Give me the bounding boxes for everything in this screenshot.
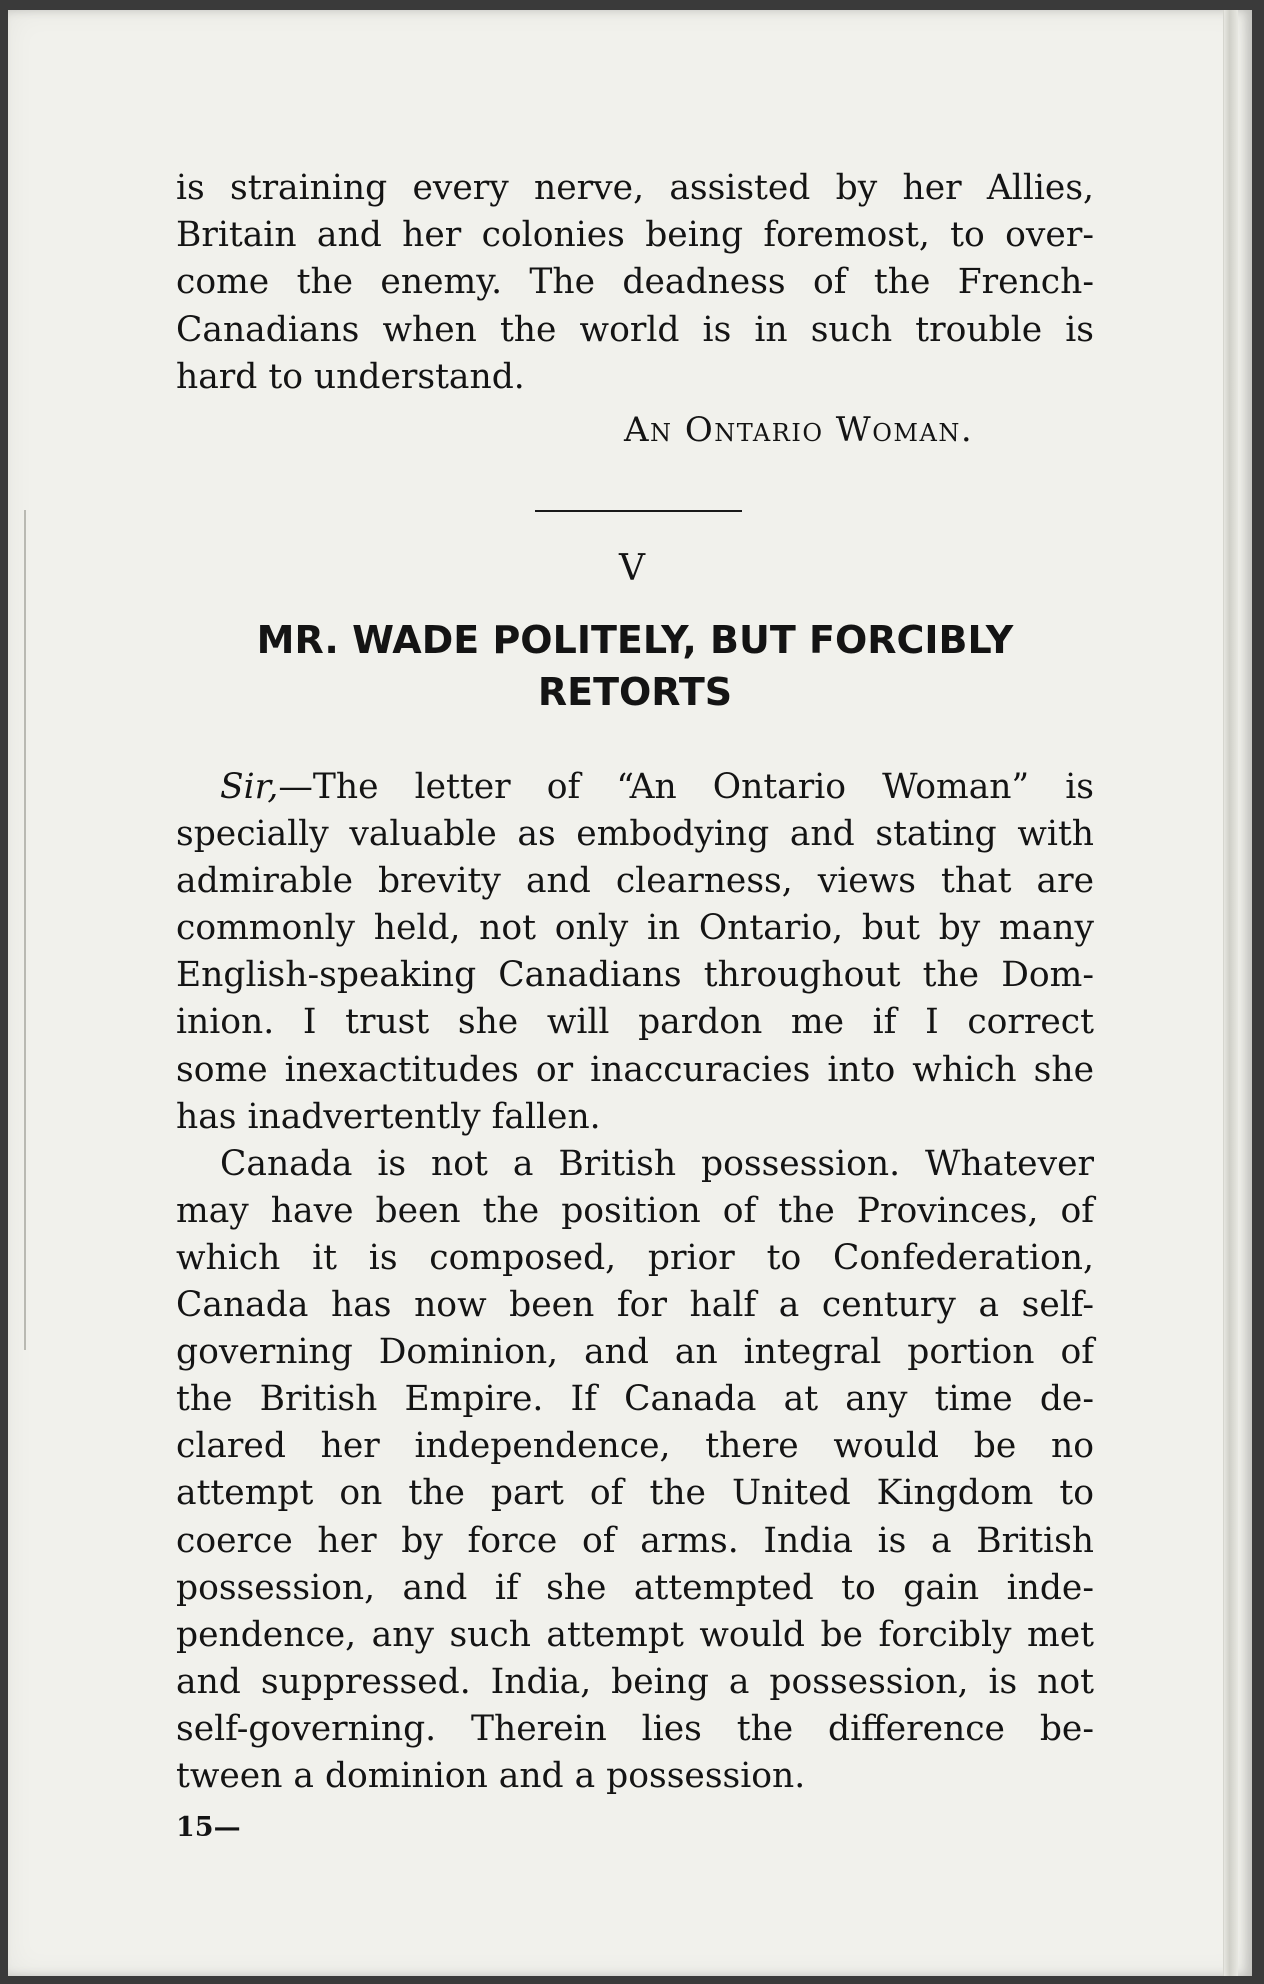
top-paragraph [176, 165, 1094, 401]
section-divider [535, 510, 742, 512]
section-numeral: V [619, 548, 645, 589]
text-line: Canada is not a British possession. Whatever [220, 1143, 1094, 1184]
text-line: which it is composed, prior to Confederation, [176, 1237, 1094, 1278]
letter-body [176, 764, 1094, 1800]
text-line: is straining every nerve, assisted by her Allies, [176, 168, 1094, 208]
text-line: and suppressed. India, being a possession, is not [176, 1661, 1094, 1702]
section-heading [176, 614, 1094, 718]
text-line: tween a dominion and a possession. [176, 1755, 806, 1796]
text-line: Britain and her colonies being foremost, to over- [176, 215, 1094, 256]
text-line: admirable brevity and clearness, views that are [176, 861, 1094, 902]
text-line: self-governing. Therein lies the difference be- [176, 1708, 1094, 1749]
text-line: possession, and if she attempted to gain inde- [176, 1567, 1094, 1608]
page-edge [1223, 10, 1238, 1976]
first-line-text: —The letter of “An Ontario Woman” is [278, 767, 1094, 807]
letter-signature: An Ontario Woman. [624, 410, 974, 450]
text-line: Canadians when the world is in such trouble is [176, 309, 1094, 350]
text-line: has inadvertently fallen. [176, 1096, 601, 1137]
text-line: come the enemy. The deadness of the French- [176, 262, 1094, 303]
heading-line: MR. WADE POLITELY, BUT FORCIBLY [256, 618, 1014, 662]
text-line: attempt on the part of the United Kingdom to [176, 1473, 1094, 1514]
text-line: inion. I trust she will pardon me if I correct [176, 1002, 1094, 1043]
text-line: may have been the position of the Provinces, of [176, 1190, 1094, 1231]
text-line: some inexactitudes or inaccuracies into which she [176, 1049, 1094, 1090]
heading-line: RETORTS [537, 670, 733, 714]
page-number: 15— [176, 1812, 241, 1843]
text-line: governing Dominion, and an integral portion of [176, 1332, 1094, 1373]
text-line: coerce her by force of arms. India is a British [176, 1520, 1094, 1561]
page-gutter-mark [24, 510, 26, 1350]
salutation: Sir, [220, 767, 279, 807]
text-line: hard to understand. [176, 356, 525, 397]
text-line: pendence, any such attempt would be forcibly met [176, 1614, 1094, 1655]
text-line: English-speaking Canadians throughout the Dom- [176, 955, 1094, 996]
text-line: specially valuable as embodying and stating with [176, 814, 1094, 855]
text-line: the British Empire. If Canada at any time de- [176, 1379, 1094, 1420]
text-line: Canada has now been for half a century a self- [176, 1285, 1094, 1326]
text-line: commonly held, not only in Ontario, but by many [176, 908, 1094, 949]
text-line: clared her independence, there would be no [176, 1426, 1094, 1467]
text-line [176, 764, 1094, 811]
